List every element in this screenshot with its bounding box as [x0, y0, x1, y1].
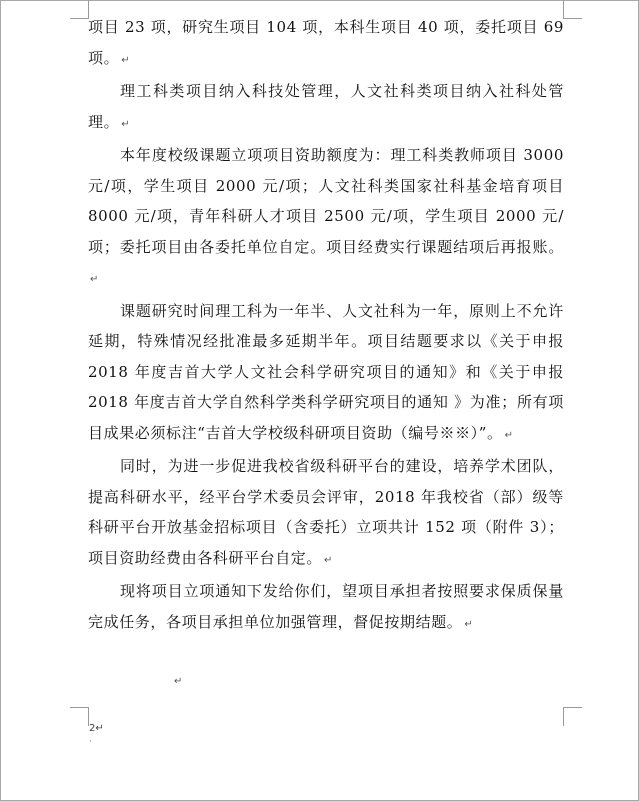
paragraph-mark-icon: ↵ — [121, 54, 130, 66]
document-body[interactable] — [88, 12, 564, 640]
crop-mark-top-right — [563, 0, 582, 19]
paragraph-mark-icon: ↵ — [90, 274, 99, 285]
empty-paragraph-mark-icon: ↵ — [174, 676, 183, 687]
crop-mark-top-left — [70, 0, 89, 19]
paragraph-mark-icon: ↵ — [504, 429, 514, 441]
paragraph: 理工科类项目纳入科技处管理，人文社科类项目纳入社科处管理。 ↵ — [88, 82, 564, 131]
paragraph-mark-icon: ↵ — [324, 554, 333, 566]
paragraph: 项目 23 项，研究生项目 104 项，本科生项目 40 项，委托项目 69 项。 ↵ — [88, 18, 564, 67]
paragraph-mark-icon: ↵ — [121, 118, 130, 130]
crop-mark-bottom-left — [70, 707, 89, 726]
crop-mark-bottom-right — [563, 707, 582, 726]
paragraph: 同时，为进一步促进我校省级科研平台的建设，培养学术团队，提高科研水平，经平台学术委员会评审，2018 年我校省（部）级等科研平台开放基金招标项目（含委托）立项共计 152 项（附件 3）；项目资助经费由各科研平台自定。 ↵ — [88, 457, 564, 567]
page-number: 2↵ — [89, 723, 104, 734]
paragraph: 现将项目立项通知下发给你们，望项目承担者按照要求保质保量完成任务，各项目承担单位加强管理，督促按期结题。 ↵ — [88, 582, 564, 631]
paragraph: 课题研究时间理工科为一年半、人文社科为一年，原则上不允许延期，特殊情况经批准最多延期半年。项目结题要求以《关于申报 2018 年度吉首大学人文社会科学研究项目的通知》和《关于申报 2018 年度吉首大学自然科学类科学研究项目的通知 》为准；所有项目成果必须标注“吉首大学校级科研项目资助（编号※※）”。 ↵ — [88, 301, 564, 442]
paragraph-mark-icon: ↵ — [464, 618, 473, 630]
footer-paragraph-mark-icon: · — [89, 737, 92, 747]
paragraph: 本年度校级课题立项项目资助额度为：理工科类教师项目 3000 元/项，学生项目 2000 元/项；人文社科类国家社科基金培育项目 8000 元/项，青年科研人才项目 2500 元/项，学生项目 2000 元/项；委托项目由各委托单位自定。项目经费实行课题结项后再报账。↵ — [88, 146, 564, 285]
